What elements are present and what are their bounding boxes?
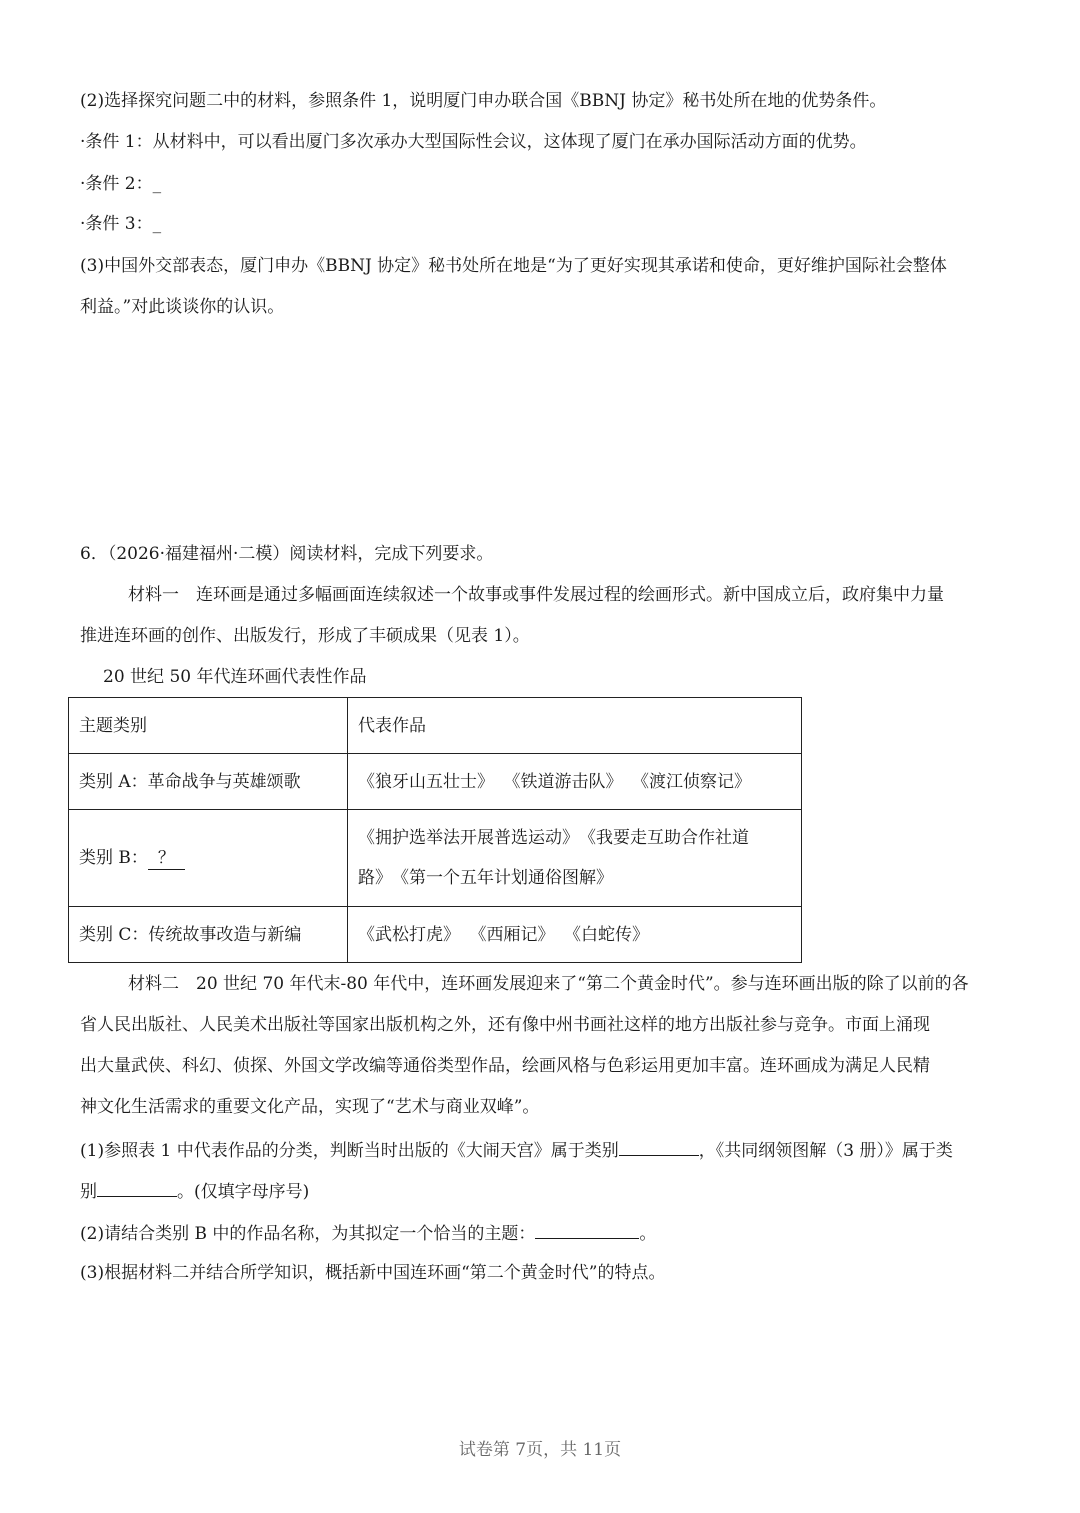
q6-material2-line2: 省人民出版社、人民美术出版社等国家出版机构之外，还有像中州书画社这样的地方出版社参与竞争。市面上涌现 [80,1015,930,1035]
q6-part1-line2 [80,1178,309,1204]
table-row-category-b [69,810,802,907]
q6-header: 6．（2026·福建福州·二模）阅读材料，完成下列要求。 [80,544,494,564]
q6-material2-line3: 出大量武侠、科幻、侦探、外国文学改编等通俗类型作品，绘画风格与色彩运用更加丰富。连环画成为满足人民精 [80,1056,930,1076]
work-title: 《白蛇传》 [572,924,649,945]
work-title: 《狼牙山五壮士》 [358,771,494,792]
q6-part1-text-b: ，《共同纲领图解（3 册）》属于类 [698,1141,953,1161]
table-header-row [69,698,802,754]
table-caption: 20 世纪 50 年代连环画代表性作品 [103,667,367,687]
table-header-works: 代表作品 [348,698,802,754]
q5-part2-prompt: (2)选择探究问题二中的材料，参照条件 1，说明厦门申办联合国《BBNJ 协定》秘书处所在地的优势条件。 [80,91,887,111]
q5-condition-2: ·条件 2：_ [80,174,162,194]
q6-part1-text-c: 别 [80,1182,97,1202]
q6-part2-line [80,1220,656,1246]
q6-part1-line1 [80,1137,953,1163]
q6-part3-prompt: (3)根据材料二并结合所学知识，概括新中国连环画“第二个黄金时代”的特点。 [80,1263,666,1283]
work-title: 《西厢记》 [478,924,555,945]
table-row-category-a [69,754,802,810]
category-c-label: 类别 C：传统故事改造与新编 [69,907,348,963]
q6-part1-text-a: (1)参照表 1 中代表作品的分类，判断当时出版的《大闹天宫》属于类别 [80,1141,619,1161]
q6-material2-line4: 神文化生活需求的重要文化产品，实现了“艺术与商业双峰”。 [80,1097,540,1117]
category-b-prefix: 类别 B： [79,848,148,868]
category-a-works [348,754,802,810]
q6-part2-text: (2)请结合类别 B 中的作品名称，为其拟定一个恰当的主题： [80,1224,536,1244]
q6-part2-end: 。 [639,1224,657,1244]
category-c-works [348,907,802,963]
table-header-category: 主题类别 [69,698,348,754]
category-b-label [69,810,348,907]
q6-part1-text-d: 。(仅填字母序号) [177,1182,310,1202]
page-footer: 试卷第 7页，共 11页 [458,1440,622,1460]
category-b-works-line2: 路》 《第一个五年计划通俗图解》 [358,868,613,888]
work-title: 《渡江侦察记》 [640,771,751,792]
q6-material1-line2: 推进连环画的创作、出版发行，形成了丰硕成果（见表 1）。 [80,626,530,646]
work-title: 《武松打虎》 [358,924,460,945]
answer-blank-1[interactable] [619,1137,699,1156]
q6-material2-line1: 材料二 20 世纪 70 年代末-80 年代中，连环画发展迎来了“第二个黄金时代”。参与连环画出版的除了以前的各 [128,974,969,994]
answer-blank-2[interactable] [97,1178,177,1197]
q5-part3-prompt-line1: (3)中国外交部表态，厦门申办《BBNJ 协定》秘书处所在地是“为了更好实现其承诺和使命，更好维护国际社会整体 [80,256,947,276]
category-b-works-line1: 《拥护选举法开展普选运动》 《我要走互助合作社道 [358,828,749,848]
category-a-label: 类别 A：革命战争与英雄颂歌 [69,754,348,810]
q5-condition-1: ·条件 1：从材料中，可以看出厦门多次承办大型国际性会议，这体现了厦门在承办国际活动方面的优势。 [80,132,867,152]
work-title: 《铁道游击队》 [512,771,623,792]
q5-part3-prompt-line2: 利益。”对此谈谈你的认识。 [80,297,285,317]
answer-blank-3[interactable] [535,1220,639,1239]
category-b-blank: ？ [148,847,185,870]
q6-material1-line1: 材料一 连环画是通过多幅画面连续叙述一个故事或事件发展过程的绘画形式。新中国成立后，政府集中力量 [128,585,944,605]
q5-condition-3: ·条件 3：_ [80,214,162,234]
works-table [68,697,802,963]
category-b-works [348,810,802,907]
table-row-category-c [69,907,802,963]
